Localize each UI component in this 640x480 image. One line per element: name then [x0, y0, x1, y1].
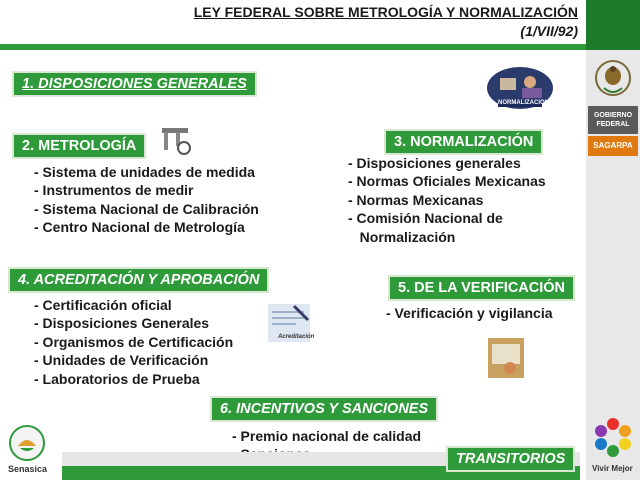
section-label: 6. INCENTIVOS Y SANCIONES — [220, 401, 429, 417]
section-transitorios — [446, 446, 575, 472]
section-label: 1. DISPOSICIONES GENERALES — [22, 76, 247, 92]
list-item: - Laboratorios de Prueba — [34, 370, 200, 387]
list-item: Normalización — [348, 228, 456, 245]
normalizacion-caption: NORMALIZACION — [498, 100, 549, 106]
page-date: (1/VII/92) — [520, 23, 578, 39]
list-item: - Centro Nacional de Metrología — [34, 219, 245, 236]
list-item: - Unidades de Verificación — [34, 352, 209, 369]
senasica-logo-icon — [8, 424, 46, 462]
gov-sidebar-top — [586, 0, 640, 50]
gobierno-federal-badge: GOBIERNO FEDERAL — [588, 106, 638, 134]
section-label: TRANSITORIOS — [456, 451, 566, 467]
page-title: LEY FEDERAL SOBRE METROLOGÍA Y NORMALIZACIÓN — [193, 4, 578, 20]
acreditacion-caption: Acreditación — [278, 334, 315, 340]
list-item: - Premio nacional de calidad — [232, 428, 422, 444]
caliper-icon — [158, 122, 192, 158]
section-metrologia — [12, 133, 146, 159]
list-item: - Instrumentos de medir — [34, 182, 194, 199]
section-verificacion — [388, 275, 575, 301]
senasica-label: Senasica — [8, 464, 48, 474]
list-item: - Verificación y vigilancia — [386, 305, 553, 321]
sagarpa-badge: SAGARPA — [588, 136, 638, 156]
metrologia-list — [34, 163, 259, 237]
list-item: - Normas Oficiales Mexicanas — [348, 173, 546, 190]
section-normalizacion — [384, 129, 543, 155]
list-item: - Disposiciones generales — [348, 155, 521, 171]
list-item: - Normas Mexicanas — [348, 191, 484, 208]
list-item: - Organismos de Certificación — [34, 333, 234, 350]
section-label: 4. ACREDITACIÓN Y APROBACIÓN — [18, 272, 260, 288]
section-label: 2. METROLOGÍA — [22, 138, 137, 154]
list-item: - Sistema de unidades de medida — [34, 164, 255, 180]
verification-photo-icon — [488, 338, 524, 378]
list-item: - Disposiciones Generales — [34, 315, 210, 332]
vivir-mejor-label: Vivir Mejor — [592, 464, 633, 473]
section-incentivos-sanciones — [210, 396, 438, 422]
normalizacion-list — [348, 154, 546, 246]
list-item: - Certificación oficial — [34, 297, 172, 313]
section-label: 3. NORMALIZACIÓN — [394, 134, 534, 150]
verificacion-list — [386, 304, 553, 322]
vivir-mejor-logo-icon — [592, 416, 634, 458]
mexico-coat-of-arms-icon — [592, 56, 634, 102]
header-stripe — [0, 44, 586, 50]
list-item: - Sistema Nacional de Calibración — [34, 200, 259, 217]
section-acreditacion-aprobacion — [8, 267, 269, 293]
section-label: 5. DE LA VERIFICACIÓN — [398, 280, 566, 296]
section-disposiciones-generales — [12, 71, 257, 97]
acreditacion-list — [34, 296, 233, 388]
list-item: - Comisión Nacional de — [348, 210, 503, 227]
